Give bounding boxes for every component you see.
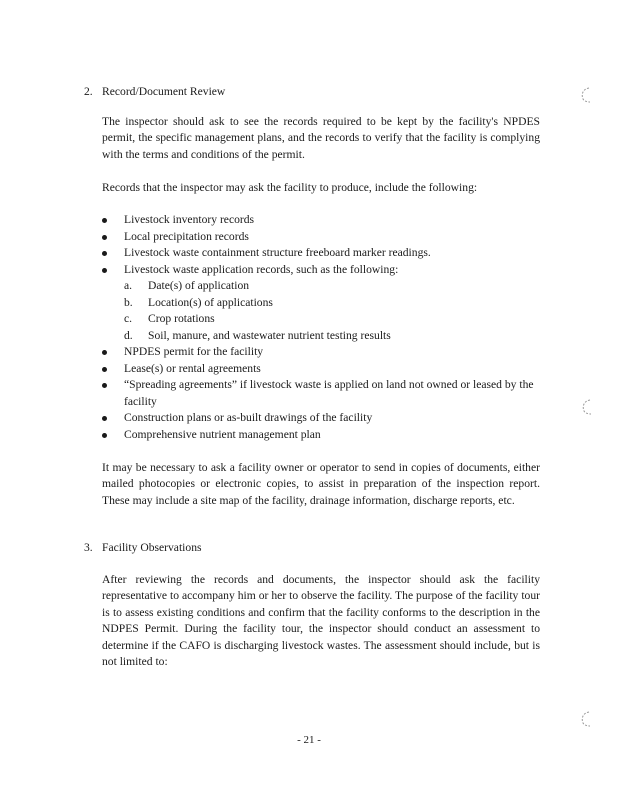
records-list-item-text: “Spreading agreements” if livestock waste is applied on land not owned or leased by the facility — [124, 378, 534, 408]
punch-hole-mark — [579, 398, 593, 416]
bullet-icon — [102, 416, 107, 421]
records-list-item — [102, 427, 542, 444]
records-list-intro: Records that the inspector may ask the facility to produce, include the following: — [102, 181, 478, 194]
record-review-intro-paragraph: The inspector should ask to see the records required to be kept by the facility's NPDES permit, the specific management plans, and the records to verify that the facility is complying with the terms and conditions of the permit. — [102, 115, 540, 161]
facility-observations-paragraph: After reviewing the records and documents, the inspector should ask the facility representative to accompany him or her to observe the facility. The purpose of the facility tour is to assess existing conditions and confirm that the facility conforms to the description in the NDPES Permit. During the facility tour, the inspector should conduct an assessment to determine if the CAFO is discharging livestock wastes. The assessment should include, but is not limited to: — [102, 573, 540, 669]
records-list-item — [102, 245, 542, 262]
bullet-icon — [102, 268, 107, 273]
punch-hole-mark — [578, 710, 592, 728]
application-records-sublist — [124, 278, 542, 344]
bullet-icon — [102, 350, 107, 355]
page-number: - 21 - — [297, 734, 321, 746]
sublist-item-letter: c. — [124, 312, 133, 326]
records-list-item-text: Livestock waste containment structure freeboard marker readings. — [124, 246, 431, 260]
bullet-icon — [102, 251, 107, 256]
sublist-item-letter: b. — [124, 295, 133, 309]
record-review-closing-paragraph: It may be necessary to ask a facility owner or operator to send in copies of documents, either mailed photocopies or electronic copies, to assist in preparation of the inspection report. These may include a site map of the facility, drainage information, discharge reports, etc. — [102, 461, 540, 507]
section-number: 3. — [84, 541, 93, 554]
records-list-item — [102, 212, 542, 229]
sublist-item — [124, 328, 542, 344]
records-list-item — [102, 262, 542, 344]
sublist-item-text: Crop rotations — [148, 312, 215, 326]
sublist-item — [124, 278, 542, 294]
records-list-item — [102, 361, 542, 378]
records-list-item-text: Comprehensive nutrient management plan — [124, 427, 321, 441]
sublist-item-letter: a. — [124, 279, 133, 293]
records-list-item — [102, 410, 542, 427]
bullet-icon — [102, 367, 107, 372]
section-heading-facility-observations — [84, 540, 202, 556]
punch-hole-mark — [578, 86, 592, 104]
section-number: 2. — [84, 85, 93, 98]
bullet-icon — [102, 235, 107, 240]
bullet-icon — [102, 433, 107, 438]
records-bullet-list — [102, 212, 542, 444]
sublist-item-letter: d. — [124, 328, 133, 342]
records-list-item-text: Local precipitation records — [124, 229, 249, 243]
bullet-icon — [102, 383, 107, 388]
section-heading-record-review — [84, 84, 225, 100]
records-list-item — [102, 229, 542, 246]
records-list-item-text: Construction plans or as-built drawings of the facility — [124, 411, 373, 425]
sublist-item — [124, 295, 542, 311]
records-list-item-text: Livestock inventory records — [124, 213, 255, 226]
records-list-item-text: NPDES permit for the facility — [124, 345, 264, 358]
records-list-item-text: Livestock waste application records, such as the following: — [124, 262, 399, 276]
section-title: Record/Document Review — [102, 85, 226, 98]
records-list-item — [102, 377, 542, 410]
sublist-item — [124, 311, 542, 327]
sublist-item-text: Soil, manure, and wastewater nutrient testing results — [148, 328, 391, 342]
page-footer — [0, 732, 618, 748]
sublist-item-text: Date(s) of application — [148, 279, 250, 293]
sublist-item-text: Location(s) of applications — [148, 295, 273, 309]
records-list-item — [102, 344, 542, 361]
bullet-icon — [102, 218, 107, 223]
records-list-item-text: Lease(s) or rental agreements — [124, 361, 261, 375]
section-title: Facility Observations — [102, 541, 202, 554]
